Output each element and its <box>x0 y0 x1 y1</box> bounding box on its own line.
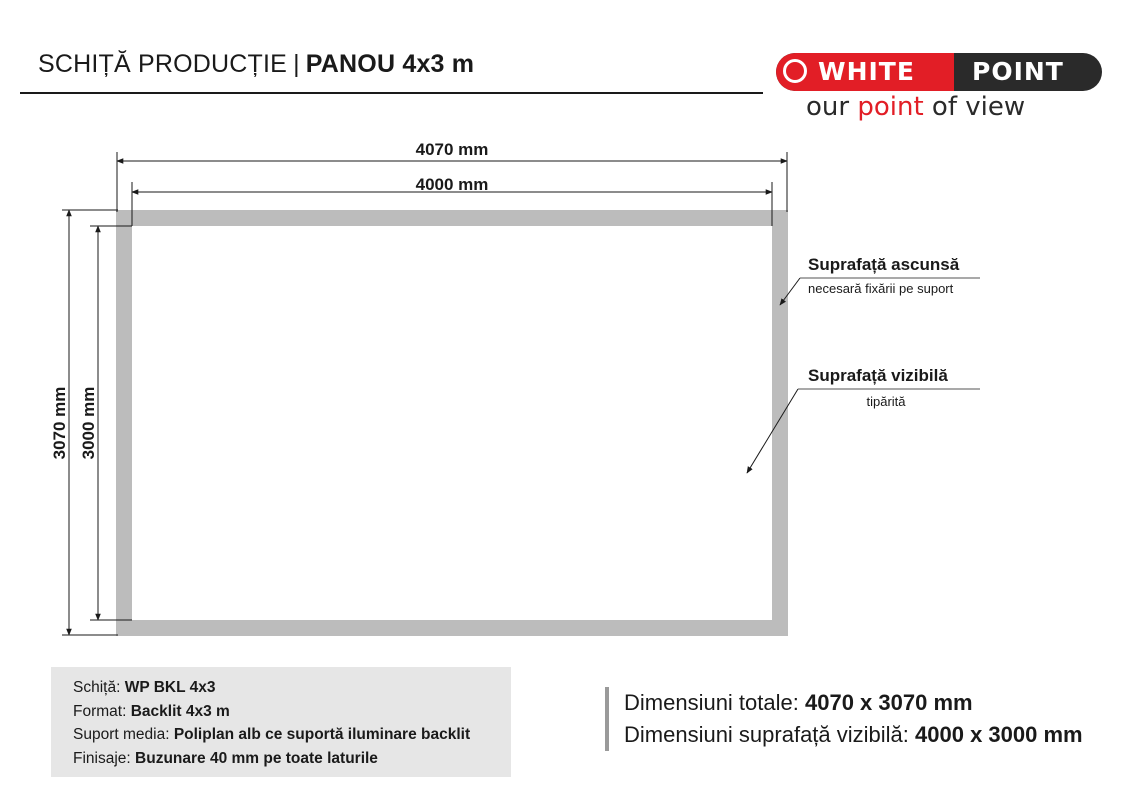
spec-label: Suport media: <box>73 726 174 743</box>
total-dimensions <box>624 687 1083 719</box>
title-main: PANOU 4x3 m <box>305 50 475 78</box>
frame-bottom-band <box>116 620 788 636</box>
spec-row-format <box>73 700 511 724</box>
spec-row-media <box>73 723 511 747</box>
spec-box <box>51 667 511 777</box>
title-separator: | <box>293 50 300 78</box>
dimension-summary <box>605 687 1083 751</box>
title-prefix: SCHIȚĂ PRODUCȚIE <box>38 50 288 78</box>
visible-surface <box>132 226 772 620</box>
visible-value: 4000 x 3000 mm <box>915 722 1083 747</box>
spec-row-sketch <box>73 676 511 700</box>
spec-label: Schiță: <box>73 679 125 696</box>
visible-label: Dimensiuni suprafață vizibilă: <box>624 722 916 747</box>
spec-value: WP BKL 4x3 <box>124 679 216 696</box>
visible-height-label: 3000 mm <box>79 386 98 460</box>
spec-row-finishing <box>73 747 511 771</box>
visible-width-label: 4000 mm <box>415 175 489 194</box>
tagline-accent: point <box>857 92 924 122</box>
spec-value: Poliplan alb ce suportă iluminare backlit <box>173 726 471 743</box>
frame-right-band <box>772 210 788 636</box>
hidden-surface-subtitle: necesară fixării pe suport <box>808 281 954 296</box>
frame-top-band <box>116 210 788 226</box>
spec-label: Finisaje: <box>73 749 136 767</box>
tagline-pre: our <box>806 92 858 122</box>
spec-value: Buzunare 40 mm pe toate laturile <box>135 749 378 767</box>
tagline-post: of view <box>923 92 1026 122</box>
total-height-label: 3070 mm <box>50 386 69 460</box>
visible-surface-title: Suprafață vizibilă <box>808 366 948 385</box>
total-width-label: 4070 mm <box>415 140 489 159</box>
spec-label: Format: <box>73 702 131 720</box>
spec-value: Backlit 4x3 m <box>130 702 230 720</box>
panel-frame <box>116 210 788 636</box>
logo-word-point: POINT <box>972 57 1064 86</box>
total-label: Dimensiuni totale: <box>624 690 805 715</box>
logo-word-white: WHITE <box>818 57 915 86</box>
visible-surface-subtitle: tipărită <box>866 394 906 409</box>
hidden-surface-title: Suprafață ascunsă <box>808 255 960 274</box>
visible-dimensions <box>624 719 1083 751</box>
frame-left-band <box>116 210 132 636</box>
total-value: 4070 x 3070 mm <box>804 690 973 715</box>
annotation-hidden-surface <box>780 255 980 305</box>
